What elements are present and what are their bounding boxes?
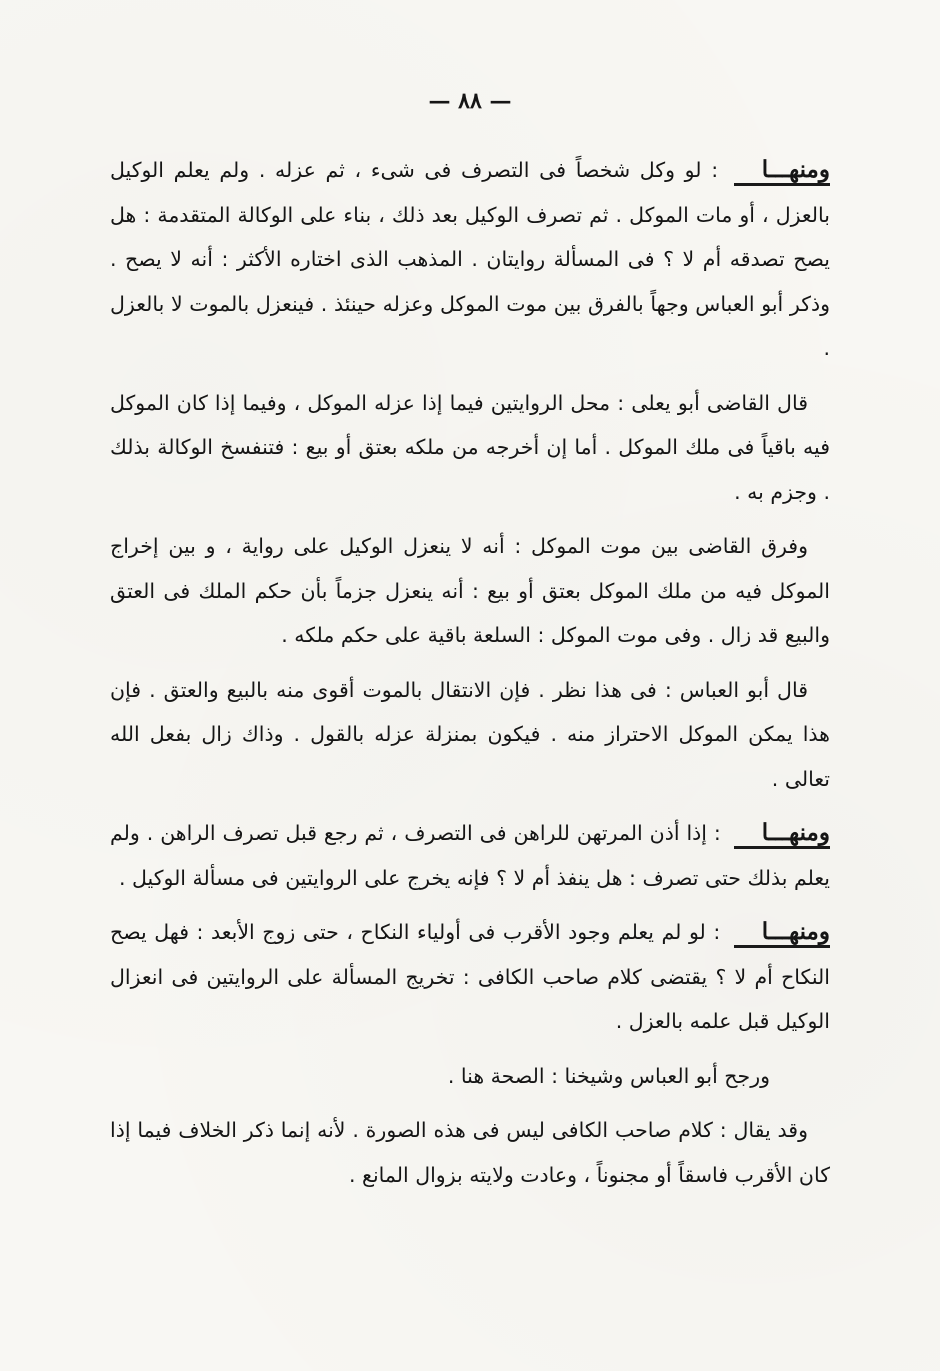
paragraph-text: وقد يقال : كلام صاحب الكافى ليس فى هذه الصورة . لأنه إنما ذكر الخلاف فيما إذا كان الأقرب فاسقاً أو مجنوناً ، وعادت ولايته بزوال المانع .: [110, 1118, 830, 1187]
page-number: — ٨٨ —: [428, 88, 512, 114]
body-text: [110, 148, 830, 1207]
paragraph-4: [110, 668, 830, 802]
section-heading: ومنهـــا: [734, 157, 830, 186]
paragraph-text: : لو لم يعلم وجود الأقرب فى أولياء النكاح ، حتى زوج الأبعد : فهل يصح النكاح أم لا ؟ يقتضى كلام صاحب الكافى : تخريج المسألة على الروايتين فى انعزال الوكيل قبل علمه بالعزل .: [110, 920, 830, 1033]
paragraph-8: [110, 1108, 830, 1197]
paragraph-text: قال أبو العباس : فى هذا نظر . فإن الانتقال بالموت أقوى منه بالبيع والعتق . فإن هذا يمكن الموكل الاحتراز منه . فيكون بمنزلة عزله بالقول . وذاك زال بفعل الله تعالى .: [110, 677, 830, 791]
section-heading: ومنهـــا: [734, 820, 830, 849]
paragraph-text: : إذا أذن المرتهن للراهن فى التصرف ، ثم رجع قبل تصرف الراهن . ولم يعلم بذلك حتى تصرف : هل ينفذ أم لا ؟ فإنه يخرج على الروايتين فى مسألة الوكيل .: [110, 821, 830, 890]
paragraph-text: : لو وكل شخصاً فى التصرف فى شىء ، ثم عزله . ولم يعلم الوكيل بالعزل ، أو مات الموكل . ثم تصرف الوكيل بعد ذلك ، بناء على الوكالة المتقدمة : هل يصح تصدقه أم لا ؟ فى المسألة روايتان . المذهب الذى اختاره الأكثر : أنه لا يصح . وذكر أبو العباس وجهاً بالفرق بين موت الموكل وعزله حينئذ . فينعزل بالموت لا بالعزل .: [110, 158, 830, 360]
paragraph-text: قال القاضى أبو يعلى : محل الروايتين فيما إذا عزله الموكل ، وفيما إذا كان الموكل فيه باقياً فى ملك الموكل . أما إن أخرجه من ملكه بعتق أو بيع : فتنفسخ الوكالة بذلك . وجزم به .: [110, 390, 830, 504]
paragraph-3: [110, 524, 830, 658]
paragraph-7: [110, 1054, 830, 1099]
section-heading: ومنهـــا: [734, 919, 830, 948]
paragraph-1: [110, 148, 830, 371]
paragraph-text: وفرق القاضى بين موت الموكل : أنه لا ينعزل الوكيل على رواية ، و بين إخراج الموكل فيه من ملك الموكل بعتق أو بيع : أنه ينعزل جزماً بأن حكم الملك فى العتق والبيع قد زال . وفى موت الموكل : السلعة باقية على حكم ملكه .: [110, 534, 830, 647]
paragraph-2: [110, 381, 830, 515]
paragraph-text: ورجح أبو العباس وشيخنا : الصحة هنا .: [447, 1063, 770, 1088]
paragraph-5: [110, 811, 830, 900]
paragraph-6: [110, 910, 830, 1044]
